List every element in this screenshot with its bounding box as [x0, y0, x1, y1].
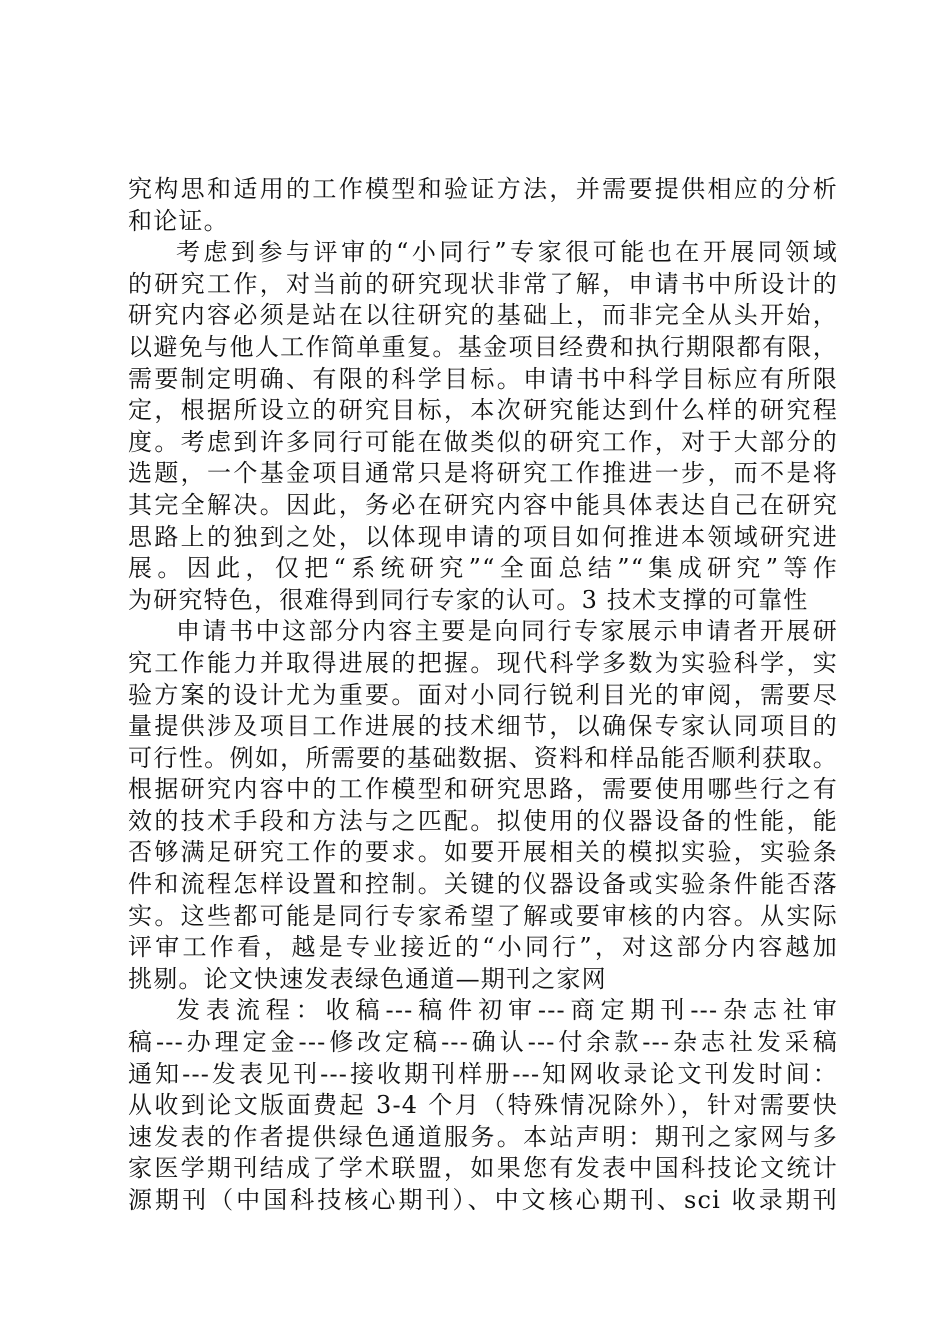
text-line: 思路上的独到之处，以体现申请的项目如何推进本领域研究进 — [128, 522, 838, 551]
paragraph — [128, 237, 838, 616]
text-line: 申请书中这部分内容主要是向同行专家展示申请者开展研 — [176, 617, 838, 646]
text-line: 源期刊（中国科技核心期刊）、中文核心期刊、sci 收录期刊 — [128, 1186, 838, 1214]
text-line: 考虑到参与评审的“小同行”专家很可能也在开展同领域 — [176, 238, 838, 267]
paragraph — [128, 995, 838, 1216]
document-body — [128, 174, 838, 1217]
text-line: 速发表的作者提供绿色通道服务。本站声明：期刊之家网与多 — [128, 1122, 838, 1151]
text-line: 稿---办理定金---修改定稿---确认---付余款---杂志社发采稿 — [128, 1028, 838, 1057]
text-line: 否够满足研究工作的要求。如要开展相关的模拟实验，实验条 — [128, 838, 838, 867]
text-line: 以避免与他人工作简单重复。基金项目经费和执行期限都有限， — [128, 332, 838, 361]
text-line: 研究内容必须是站在以往研究的基础上，而非完全从头开始， — [128, 301, 838, 330]
text-line: 通知---发表见刊---接收期刊样册---知网收录论文刊发时间： — [128, 1059, 838, 1088]
text-line: 量提供涉及项目工作进展的技术细节，以确保专家认同项目的 — [128, 712, 838, 741]
text-line: 挑剔。论文快速发表绿色通道—期刊之家网 — [128, 964, 607, 993]
text-line: 发表流程：收稿---稿件初审---商定期刊---杂志社审 — [176, 996, 838, 1025]
text-line: 验方案的设计尤为重要。面对小同行锐利目光的审阅，需要尽 — [128, 680, 838, 709]
text-line: 究工作能力并取得进展的把握。现代科学多数为实验科学，实 — [128, 648, 838, 677]
text-line: 选题，一个基金项目通常只是将研究工作推进一步，而不是将 — [128, 459, 838, 488]
text-line: 定，根据所设立的研究目标，本次研究能达到什么样的研究程 — [128, 396, 838, 425]
text-line: 效的技术手段和方法与之匹配。拟使用的仪器设备的性能，能 — [128, 806, 838, 835]
text-line: 度。考虑到许多同行可能在做类似的研究工作，对于大部分的 — [128, 427, 838, 456]
text-line: 家医学期刊结成了学术联盟，如果您有发表中国科技论文统计 — [128, 1154, 838, 1183]
text-line: 展。因此，仅把“系统研究”“全面总结”“集成研究”等作 — [128, 554, 838, 583]
text-line: 为研究特色，很难得到同行专家的认可。3 技术支撑的可靠性 — [128, 585, 809, 614]
text-line: 的研究工作，对当前的研究现状非常了解，申请书中所设计的 — [128, 269, 838, 298]
text-line: 从收到论文版面费起 3-4 个月（特殊情况除外），针对需要快 — [128, 1091, 838, 1120]
text-line: 需要制定明确、有限的科学目标。申请书中科学目标应有所限 — [128, 364, 838, 393]
text-line: 件和流程怎样设置和控制。关键的仪器设备或实验条件能否落 — [128, 870, 838, 899]
text-line: 究构思和适用的工作模型和验证方法，并需要提供相应的分析 — [128, 175, 838, 203]
text-line: 其完全解决。因此，务必在研究内容中能具体表达自己在研究 — [128, 490, 838, 519]
text-line: 可行性。例如，所需要的基础数据、资料和样品能否顺利获取。 — [128, 743, 838, 772]
paragraph — [128, 616, 838, 995]
text-line: 实。这些都可能是同行专家希望了解或要审核的内容。从实际 — [128, 901, 838, 930]
text-line: 根据研究内容中的工作模型和研究思路，需要使用哪些行之有 — [128, 775, 838, 804]
paragraph — [128, 174, 838, 237]
text-line: 和论证。 — [128, 206, 229, 235]
text-line: 评审工作看，越是专业接近的“小同行”，对这部分内容越加 — [128, 933, 838, 962]
